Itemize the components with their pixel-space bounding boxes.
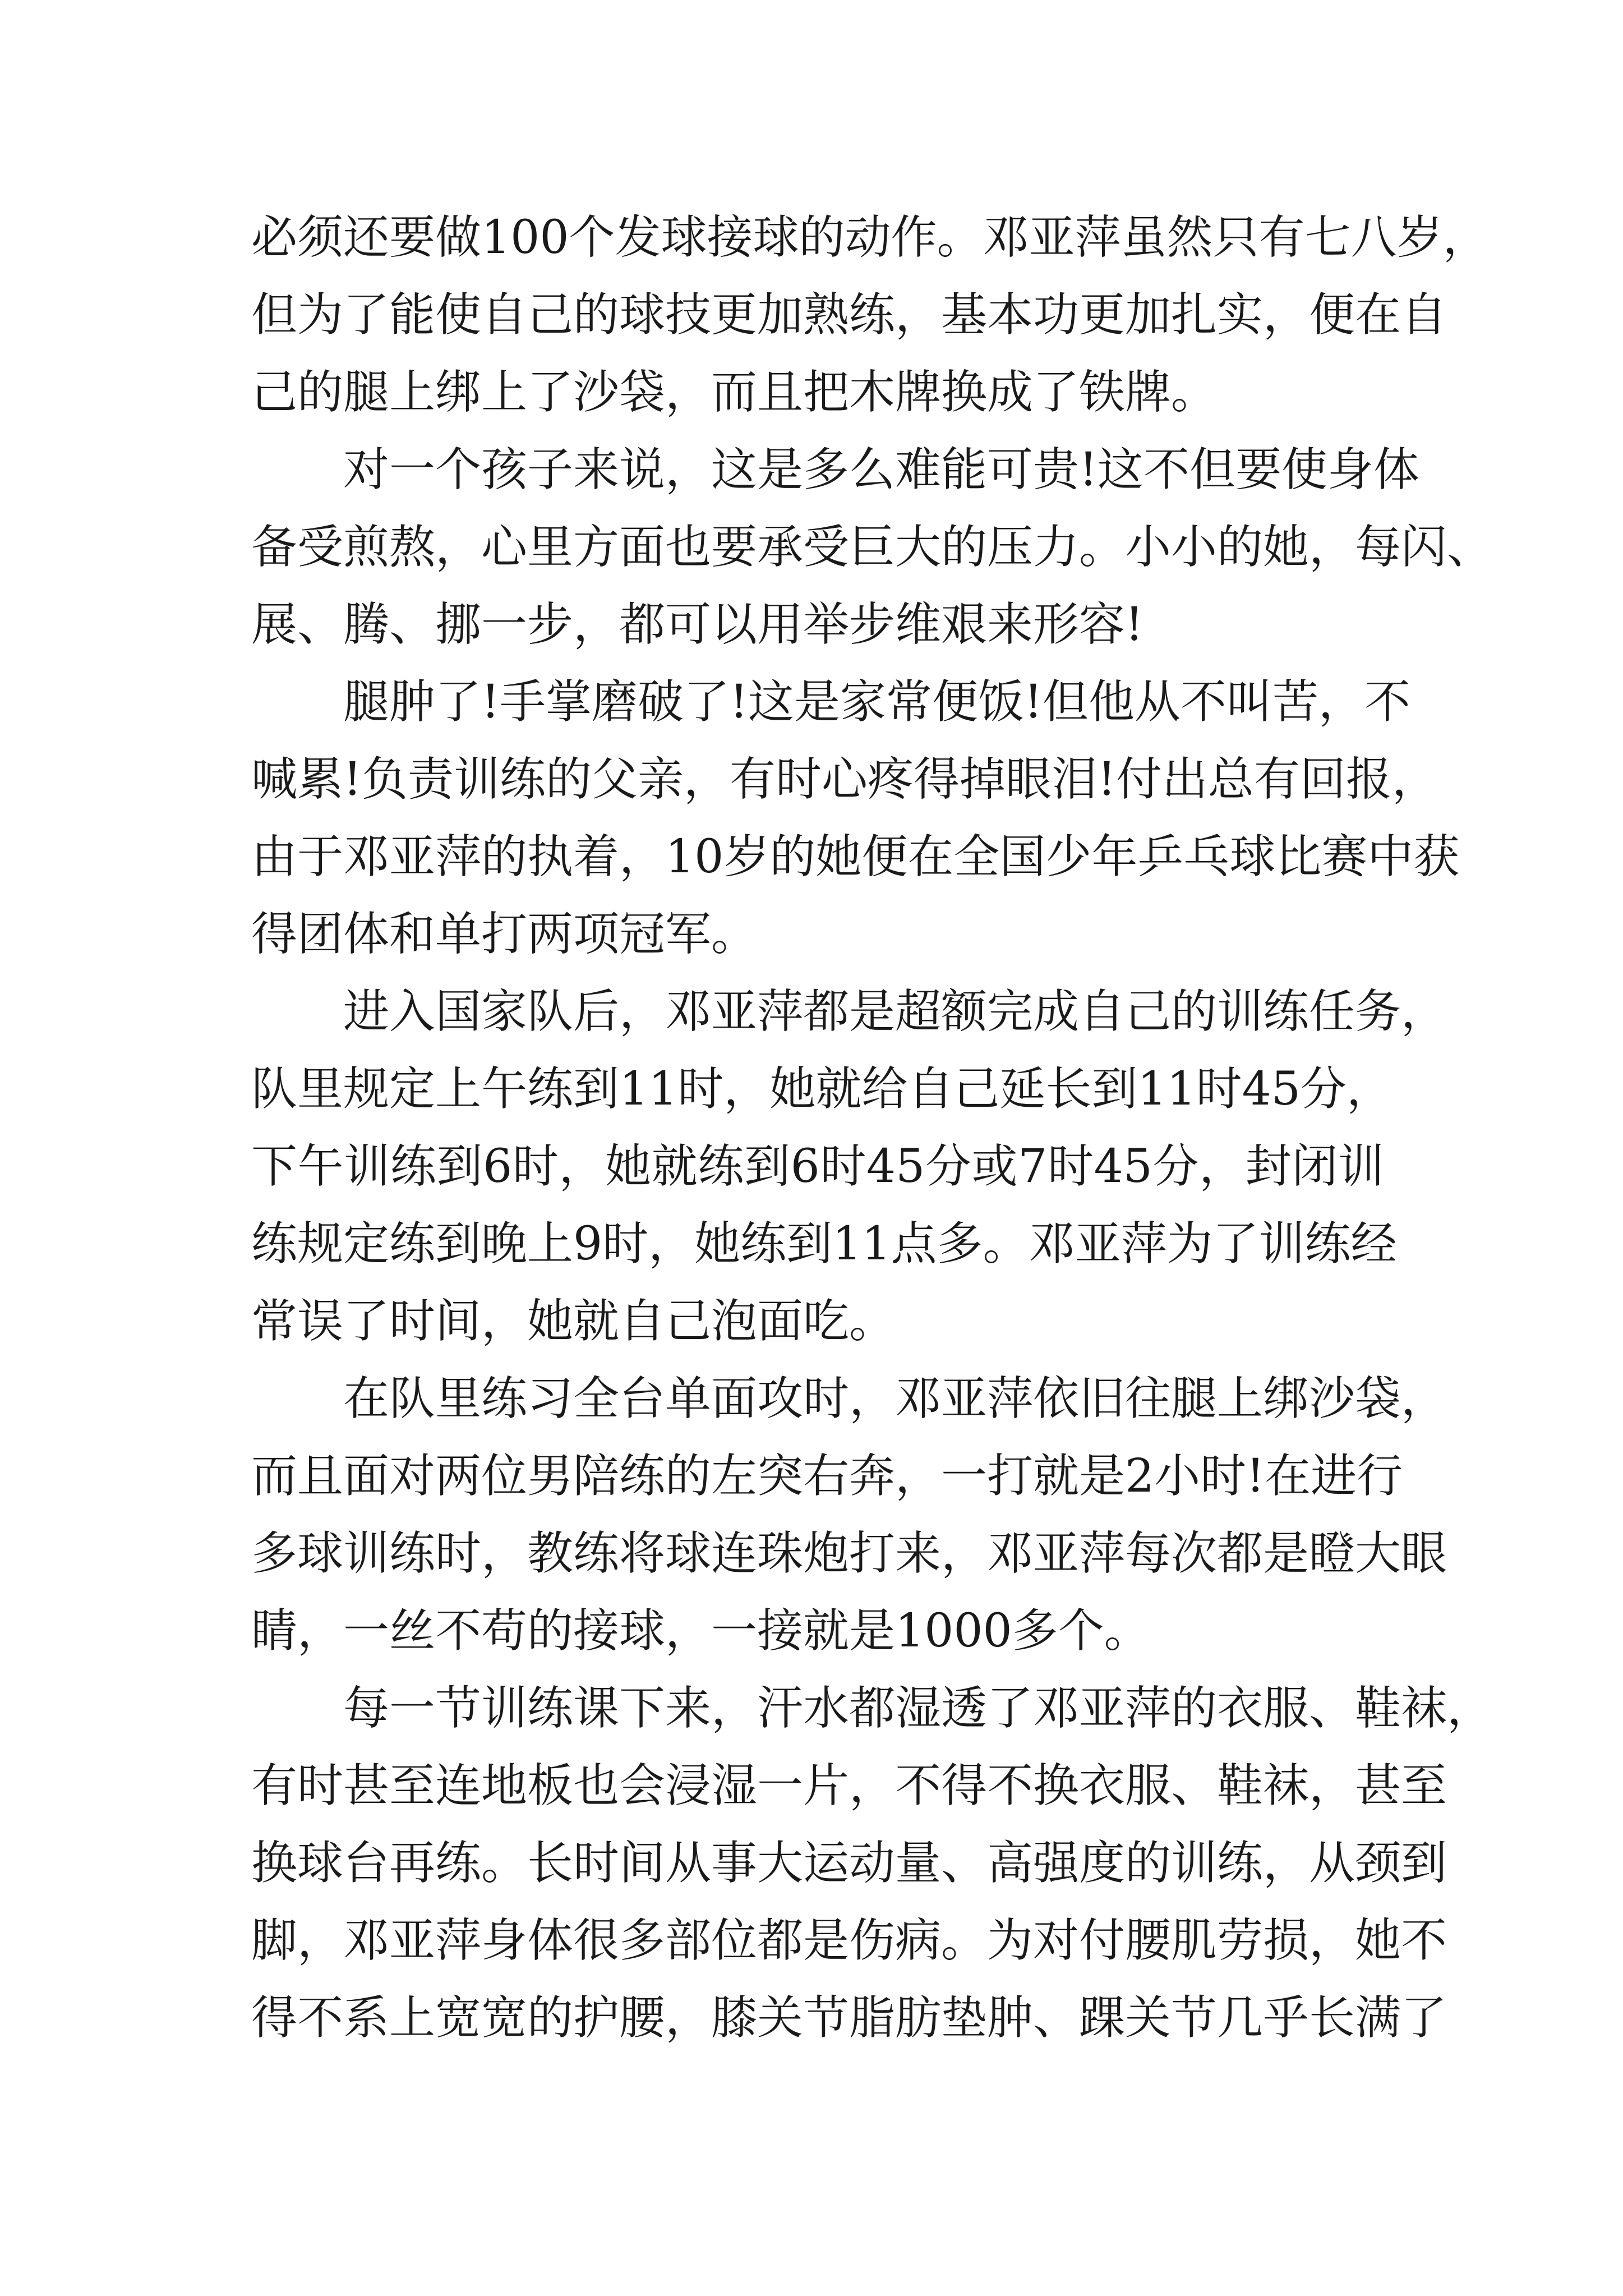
text-line: 换球台再练。长时间从事大运动量、高强度的训练，从颈到 — [251, 1837, 1447, 1890]
text-line: 下午训练到6时，她就练到6时45分或7时45分，封闭训 — [251, 1140, 1384, 1193]
text-line: 备受煎熬，心里方面也要承受巨大的压力。小小的她，每闪、 — [251, 521, 1493, 574]
text-line: 有时甚至连地板也会浸湿一片，不得不换衣服、鞋袜，甚至 — [251, 1759, 1447, 1812]
text-line: 进入国家队后，邓亚萍都是超额完成自己的训练任务， — [343, 985, 1447, 1038]
text-line: 每一节训练课下来，汗水都湿透了邓亚萍的衣服、鞋袜， — [343, 1682, 1493, 1735]
text-line: 喊累!负责训练的父亲，有时心疼得掉眼泪!付出总有回报， — [251, 753, 1438, 806]
text-line: 由于邓亚萍的执着，10岁的她便在全国少年乒乓球比赛中获 — [251, 830, 1460, 884]
text-line: 睛，一丝不苟的接球，一接就是1000多个。 — [251, 1604, 1150, 1658]
text-line: 对一个孩子来说，这是多么难能可贵!这不但要使身体 — [343, 443, 1419, 496]
text-line: 得团体和单打两项冠军。 — [251, 908, 758, 961]
text-line: 而且面对两位男陪练的左突右奔，一打就是2小时!在进行 — [251, 1450, 1403, 1503]
text-line: 队里规定上午练到11时，她就给自己延长到11时45分， — [251, 1062, 1393, 1116]
text-line: 得不系上宽宽的护腰，膝关节脂肪垫肿、踝关节几乎长满了 — [251, 1991, 1447, 2045]
text-line: 常误了时间，她就自己泡面吃。 — [251, 1295, 896, 1348]
text-line: 但为了能使自己的球技更加熟练，基本功更加扎实，便在自 — [251, 288, 1447, 342]
text-line: 在队里练习全台单面攻时，邓亚萍依旧往腿上绑沙袋， — [343, 1372, 1447, 1425]
text-line: 脚，邓亚萍身体很多部位都是伤病。为对付腰肌劳损，她不 — [251, 1914, 1447, 1967]
article-body — [251, 199, 1493, 2057]
text-line: 必须还要做100个发球接球的动作。邓亚萍虽然只有七八岁， — [251, 211, 1489, 264]
text-line: 展、腾、挪一步，都可以用举步维艰来形容! — [251, 598, 1144, 651]
text-line: 练规定练到晚上9时，她练到11点多。邓亚萍为了训练经 — [251, 1217, 1397, 1271]
text-line: 多球训练时，教练将球连珠炮打来，邓亚萍每次都是瞪大眼 — [251, 1527, 1447, 1580]
text-line: 腿肿了!手掌磨破了!这是家常便饭!但他从不叫苦，不 — [343, 675, 1410, 729]
text-line: 己的腿上绑上了沙袋，而且把木牌换成了铁牌。 — [251, 366, 1218, 419]
